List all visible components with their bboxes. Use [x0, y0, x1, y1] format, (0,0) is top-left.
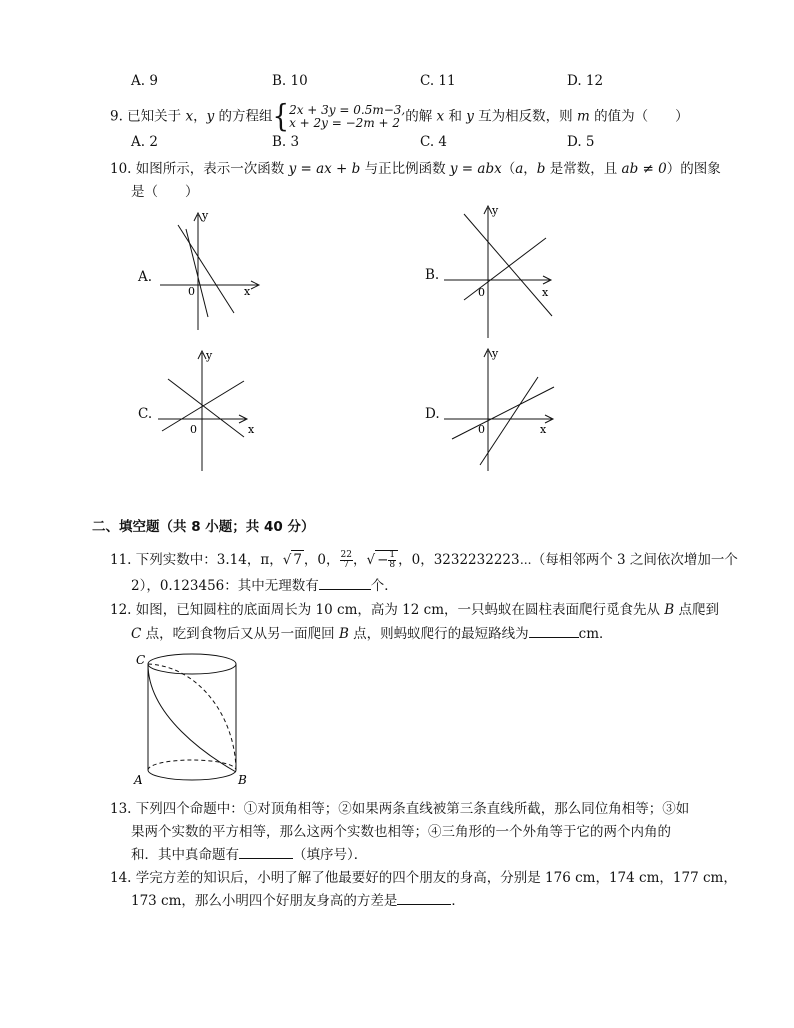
- q8-option-c: C. 11: [420, 73, 456, 89]
- graph-b-line-2: [464, 238, 546, 300]
- graph-b-y-label: y: [492, 204, 499, 217]
- graph-a-origin: 0: [188, 285, 195, 298]
- q14-answer-blank[interactable]: [397, 892, 451, 905]
- question-13-line2: 果两个实数的平方相等，那么这两个实数也相等；④三角形的一个外角等于它的两个内角的: [131, 824, 671, 840]
- point-a-label: A: [134, 773, 143, 787]
- graph-b-label: B.: [425, 267, 440, 283]
- sqrt-negative-eighth: − $\frac{1}{8}$: [375, 550, 398, 570]
- question-10-stem-line2: 是（ ）: [131, 184, 199, 200]
- cylinder-figure: [128, 646, 258, 788]
- question-14-line2: 173 cm，那么小明四个好朋友身高的方差是 ．: [131, 893, 465, 909]
- q9-option-b: B. 3: [272, 134, 300, 150]
- graph-d-x-label: x: [540, 423, 547, 436]
- graph-b-x-label: x: [542, 286, 549, 299]
- question-12-line2: C 点，吃到食物后又从另一面爬回 B 点，则蚂蚁爬行的最短路线为 cm．: [131, 626, 613, 642]
- graph-b-origin: 0: [478, 286, 485, 299]
- point-b-label: B: [238, 773, 247, 787]
- q8-option-a: A. 9: [131, 73, 158, 89]
- section-2-title: 二、填空题（共 8 小题；共 40 分）: [92, 519, 315, 535]
- q8-option-b: B. 10: [272, 73, 308, 89]
- question-12-line1: 12. 如图，已知圆柱的底面周长为 10 cm，高为 12 cm，一只蚂蚁在圆柱表面爬行觅食先从 B 点爬到: [110, 602, 720, 618]
- graph-d-label: D.: [425, 406, 440, 422]
- q9-option-c: C. 4: [420, 134, 448, 150]
- equation-system: 2x + 3y = 0.5m−3, x + 2y = −2m + 2: [289, 103, 406, 130]
- q8-option-d: D. 12: [567, 73, 604, 89]
- q13-answer-blank[interactable]: [239, 846, 293, 859]
- graph-c: [150, 345, 270, 473]
- graph-c-label: C.: [138, 406, 153, 422]
- graph-c-x-label: x: [248, 423, 255, 436]
- q11-answer-blank[interactable]: [319, 577, 371, 590]
- graph-a-label: A.: [138, 269, 153, 285]
- q9-option-d: D. 5: [567, 134, 595, 150]
- graph-a-x-label: x: [244, 285, 251, 298]
- q12-answer-blank[interactable]: [529, 625, 579, 638]
- ant-path-front: [148, 664, 236, 772]
- graph-c-y-label: y: [206, 349, 213, 362]
- point-c-label: C: [136, 653, 146, 667]
- question-10-stem: 10. 如图所示，表示一次函数 y = ax + b 与正比例函数 y = abx（a，b 是常数，且 ab ≠ 0）的图象: [110, 161, 721, 177]
- graph-d: [440, 343, 570, 473]
- q9-option-a: A. 2: [131, 134, 158, 150]
- cylinder-bottom-back: [148, 760, 236, 770]
- cylinder-bottom-front: [148, 770, 236, 780]
- question-13-line1: 13. 下列四个命题中：①对顶角相等；②如果两条直线被第三条直线所截，那么同位角相等；③如: [110, 801, 690, 817]
- question-11-line2: 2），0.123456：其中无理数有 个．: [131, 578, 398, 594]
- graph-a-y-label: y: [202, 209, 209, 222]
- graph-a-line-1: [178, 225, 234, 313]
- graph-b-line-1: [464, 214, 552, 316]
- graph-d-y-label: y: [492, 347, 499, 360]
- graph-a-line-2: [186, 229, 208, 317]
- question-13-line3: 和．其中真命题有 （填序号）．: [131, 847, 368, 863]
- graph-d-origin: 0: [478, 423, 485, 436]
- graph-c-origin: 0: [190, 423, 197, 436]
- sqrt-seven: 7: [293, 552, 302, 568]
- system-brace: {: [272, 99, 290, 135]
- graph-a: [150, 205, 270, 335]
- graph-d-line-2: [480, 377, 538, 465]
- question-9-stem: 9. 已知关于 x，y 的方程组{ 2x + 3y = 0.5m−3, x + 2y = −2m + 2 的解 x 和 y 互为相反数，则 m 的值为（ ）: [110, 99, 689, 135]
- question-11-line1: 11. 下列实数中：3.14，π，√ 7 ，0， $\frac{22}{7}$ ，√ − $\frac{1}{8}$ ，0，3232232223⋯（每相邻两个 3 之间依次增加一个: [110, 550, 738, 570]
- ant-path-back: [148, 664, 236, 772]
- cylinder-top-ellipse: [148, 654, 236, 674]
- fraction-22-7: $\frac{22}{7}$: [340, 550, 352, 570]
- graph-d-line-1: [452, 387, 554, 439]
- question-14-line1: 14. 学完方差的知识后，小明了解了他最要好的四个朋友的身高，分别是 176 cm，174 cm，177 cm，: [110, 870, 737, 886]
- graph-b: [430, 200, 570, 340]
- graph-c-line-2: [162, 381, 244, 431]
